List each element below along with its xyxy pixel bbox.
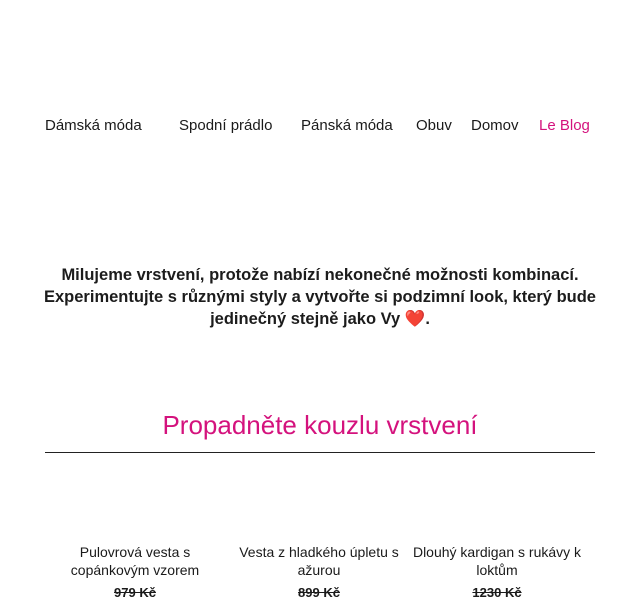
product-card[interactable] — [229, 543, 409, 601]
nav-item-spodni-pradlo[interactable]: Spodní prádlo — [179, 117, 273, 134]
nav-item-le-blog[interactable]: Le Blog — [539, 117, 590, 134]
nav-item-domov[interactable]: Domov — [471, 117, 519, 134]
product-name[interactable]: Vesta z hladkého úpletu s ažurou — [239, 544, 399, 578]
section-divider — [45, 452, 595, 453]
product-list — [45, 543, 595, 603]
heart-icon: ❤️ — [404, 308, 426, 328]
nav-item-panska-moda[interactable]: Pánská móda — [301, 117, 393, 134]
product-price-old: 1230 Kč — [472, 585, 522, 600]
nav-item-obuv[interactable]: Obuv — [416, 117, 452, 134]
product-name[interactable]: Dlouhý kardigan s rukávy k loktům — [412, 544, 582, 578]
product-name[interactable]: Pulovrová vesta s copánkovým vzorem — [70, 544, 200, 578]
product-price-old: 979 Kč — [114, 585, 156, 600]
section-title: Propadněte kouzlu vrstvení — [162, 410, 478, 440]
product-card[interactable] — [407, 543, 587, 601]
intro-end: . — [425, 309, 430, 328]
nav-item-damska-moda[interactable]: Dámská móda — [45, 117, 142, 134]
main-navigation — [0, 116, 640, 138]
intro-text: Milujeme vrstvení, protože nabízí nekonečné možnosti kombinací. Experimentujte s různými styly a vytvořte si podzimní look, který bude jedinečný stejně jako Vy — [44, 265, 596, 328]
product-price-old: 899 Kč — [298, 585, 340, 600]
intro-paragraph — [40, 264, 600, 330]
product-card[interactable] — [45, 543, 225, 601]
